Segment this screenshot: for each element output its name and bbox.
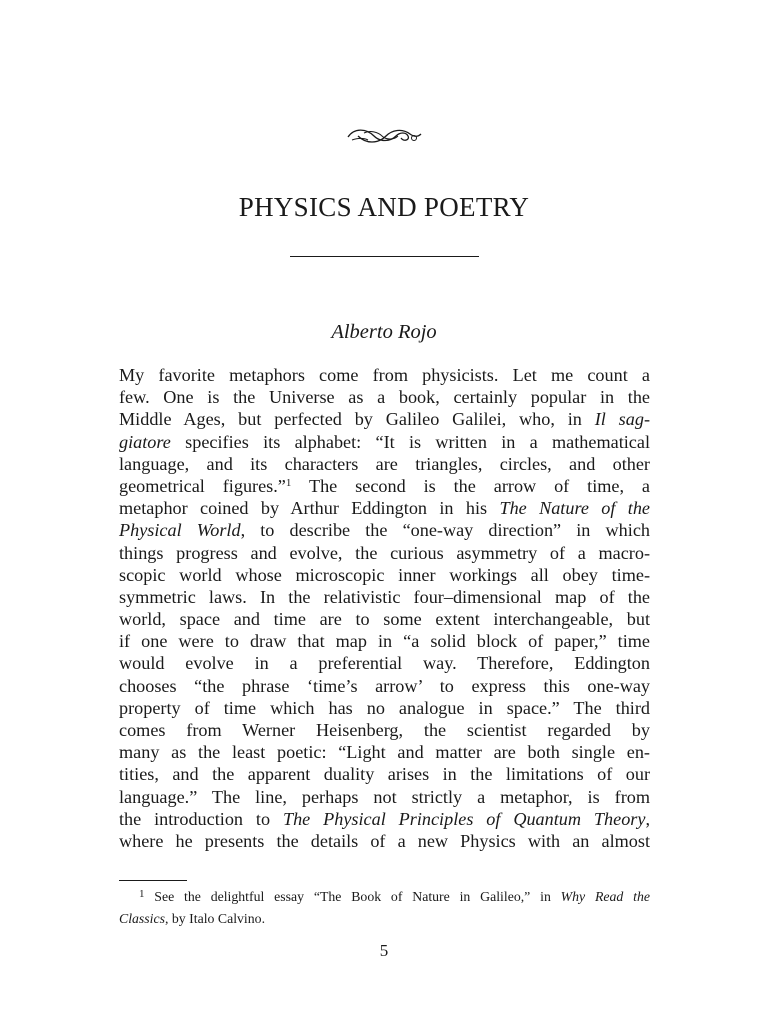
text-line: property of time which has no analogue in space.” The third: [119, 697, 650, 718]
text-line: many as the least poetic: “Light and matter are both single en-: [119, 742, 650, 763]
author-name: Alberto Rojo: [331, 321, 437, 343]
text-line: world, space and time are to some extent interchangeable, but: [119, 609, 650, 630]
footnote-line: [119, 886, 650, 908]
footnote-divider: [119, 880, 187, 881]
footnote-line: [119, 908, 650, 930]
text-line: [119, 431, 650, 453]
page-number: 5: [379, 941, 389, 960]
text-run: See the delightful essay “The Book of Nature in Galileo,” in: [144, 889, 561, 904]
text-line: if one were to draw that map in “a solid block of paper,” time: [119, 631, 650, 652]
footnote-number: 1: [139, 888, 145, 900]
footnote: [119, 886, 650, 930]
text-line: few. One is the Universe as a book, certainly popular in the: [119, 387, 650, 408]
text-run: , by Italo Calvino.: [165, 911, 266, 926]
text-line: [119, 475, 650, 497]
text-line: My favorite metaphors come from physicists. Let me count a: [119, 365, 650, 385]
italic-title: Classics: [119, 911, 165, 926]
text-run: , to describe the “one-way direction” in which: [240, 520, 650, 541]
text-run: specifies its alphabet: “It is written in a mathematical: [170, 431, 650, 452]
title-divider: [290, 256, 479, 257]
body-paragraph: [119, 364, 650, 852]
italic-title: Physical World: [119, 520, 241, 541]
footnote-reference: 1: [285, 476, 292, 489]
text-line: would evolve in a preferential way. Therefore, Eddington: [119, 653, 650, 674]
flourish-ornament-icon: [344, 124, 424, 148]
text-line: scopic world whose microscopic inner workings all obey time-: [119, 564, 650, 585]
italic-title: Il sag-: [594, 409, 650, 430]
text-run: ,: [645, 808, 650, 829]
text-line: comes from Werner Heisenberg, the scientist regarded by: [119, 720, 650, 740]
text-line: [119, 497, 650, 519]
text-line: things progress and evolve, the curious asymmetry of a macro-: [119, 542, 650, 563]
text-line: chooses “the phrase ‘time’s arrow’ to express this one-way: [119, 675, 650, 696]
italic-title: Why Read the: [560, 889, 650, 904]
italic-title: The Nature of the: [499, 498, 651, 519]
text-line: language.” The line, perhaps not strictly a metaphor, is from: [119, 786, 650, 807]
text-line: tities, and the apparent duality arises in the limitations of our: [119, 764, 650, 785]
text-line: [119, 519, 650, 541]
italic-title: giatore: [119, 431, 171, 452]
text-line: [119, 808, 650, 830]
text-line: language, and its characters are triangles, circles, and other: [119, 453, 650, 474]
page-title: PHYSICS AND POETRY: [238, 192, 530, 222]
text-run: metaphor coined by Arthur Eddington in his: [119, 498, 500, 519]
text-run: the introduction to: [119, 808, 283, 829]
text-run: The second is the arrow of time, a: [291, 475, 651, 496]
text-line: where he presents the details of a new Physics with an almost: [119, 830, 650, 851]
text-line: [119, 408, 650, 430]
text-run: Middle Ages, but perfected by Galileo Galilei, who, in: [119, 409, 595, 430]
text-run: geometrical figures.”: [119, 475, 286, 496]
text-line: symmetric laws. In the relativistic four–dimensional map of the: [119, 586, 650, 607]
italic-title: The Physical Principles of Quantum Theory: [282, 808, 646, 829]
